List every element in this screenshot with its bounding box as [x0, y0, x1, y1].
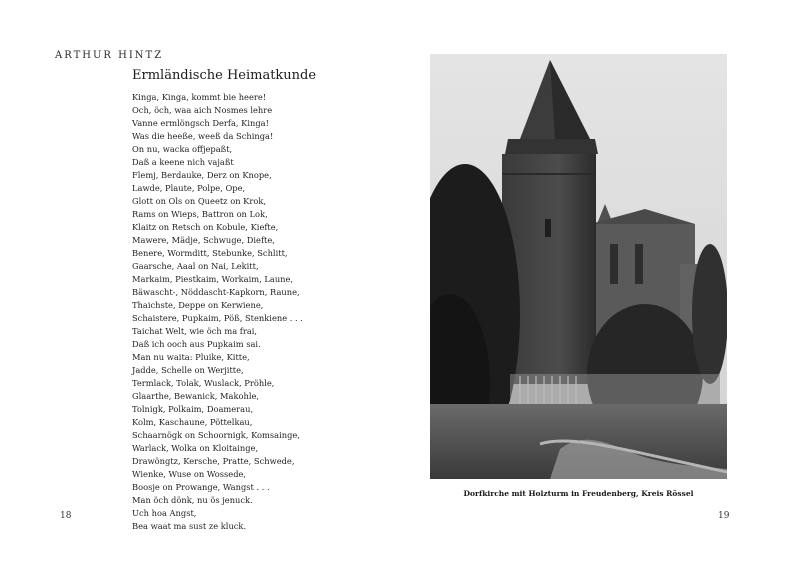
poem-line: Gaarsche, Aaal on Nai, Lekitt,	[132, 261, 259, 271]
poem-line: Man öch dönk, nu ös jenuck.	[132, 495, 253, 505]
poem-line: Schaarnögk on Schoornigk, Komsainge,	[132, 430, 300, 440]
poem-line: Lawde, Plaute, Polpe, Ope,	[132, 183, 246, 193]
poem-line: Vanne ermlöngsch Derfa, Kinga!	[132, 118, 269, 128]
poem-line: Flemj, Berdauke, Derz on Knope,	[132, 170, 272, 180]
poem-line: Wienke, Wuse on Wossede,	[132, 469, 247, 479]
poem-line: Markaim, Piestkaim, Workaim, Laune,	[132, 274, 294, 284]
photo-caption: Dorfkirche mit Holzturm in Freudenberg, Kreis Rössel	[463, 489, 694, 498]
poem-line: Tolnigk, Polkaim, Doamerau,	[132, 404, 254, 414]
poem-line: Benere, Wormditt, Stebunke, Schlitt,	[132, 248, 288, 258]
poem-line: Rams on Wieps, Battron on Lok,	[132, 209, 268, 219]
poem-line: Drawöngtz, Kersche, Pratte, Schwede,	[132, 456, 295, 466]
poem-line: Boosje on Prowange, Wangst . . .	[132, 482, 270, 492]
church-photo	[430, 54, 727, 479]
poem-line: Termlack, Tolak, Wuslack, Pröhle,	[132, 378, 275, 388]
poem-text	[132, 91, 392, 533]
poem-line: Och, öch, waa aich Nosmes lehre	[132, 105, 273, 115]
poem-line: Bea waat ma sust ze kluck.	[132, 521, 247, 531]
poem-line: Glott on Ols on Queetz on Krok,	[132, 196, 266, 206]
poem-line: Klaitz on Retsch on Kobule, Kiefte,	[132, 222, 279, 232]
poem-title: Ermländische Heimatkunde	[132, 68, 317, 83]
poem-line: Daß a keene nich vajaßt	[132, 157, 234, 167]
poem-line: Was die heeße, weeß da Schinga!	[132, 131, 274, 141]
poem-line: Uch hoa Angst,	[132, 508, 197, 518]
poem-line: Schaistere, Pupkaim, Pöß, Stenkiene . . .	[132, 313, 303, 323]
poem-line: Kolm, Kaschaune, Pöttelkau,	[132, 417, 253, 427]
poem-line: Thaichste, Deppe on Kerwiene,	[132, 300, 264, 310]
poem-line: Taichat Welt, wie öch ma frai,	[132, 326, 258, 336]
poem-line: Man nu waita: Pluike, Kitte,	[132, 352, 250, 362]
author-header: ARTHUR HINTZ	[55, 50, 164, 61]
poem-line: Jadde, Schelle on Werjitte,	[132, 365, 244, 375]
poem-line: Mawere, Mädje, Schwuge, Diefte,	[132, 235, 275, 245]
right-page	[400, 0, 800, 562]
church-photo-illustration	[430, 54, 727, 479]
poem-line: Glaarthe, Bewanick, Makohle,	[132, 391, 260, 401]
page-number-right: 19	[718, 511, 730, 521]
poem-line: Daß ich ooch aus Pupkaim sai.	[132, 339, 261, 349]
page-number-left: 18	[60, 511, 72, 521]
poem-line: Kinga, Kinga, kommt bie heere!	[132, 92, 267, 102]
poem-line: Bäwascht-, Nöddascht-Kapkorn, Raune,	[132, 287, 300, 297]
poem-line: On nu, wacka offjepaßt,	[132, 144, 233, 154]
poem-line: Warlack, Wolka on Kloitainge,	[132, 443, 259, 453]
